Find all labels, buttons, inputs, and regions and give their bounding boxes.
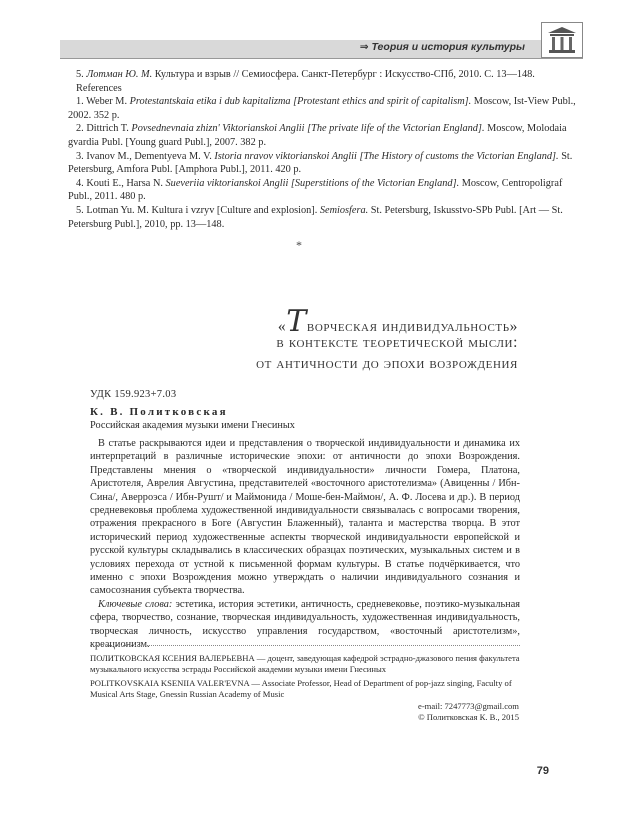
keywords-text: эстетика, история эстетики, античность, средневековье, поэтико-музыкальная сфера, творчество, сознание, творческая индивидуальность, художественная индивидуальность, творческая личность, искусство управления государством, «восточный аристотелизм», креационизм. [90, 598, 520, 651]
author-info [90, 653, 530, 699]
reference-title: Povsednevnaia zhizn' Viktorianskoi Anglii [The private life of the Victorian England]. [131, 123, 485, 135]
author-email: e-mail: 7247773@gmail.com [418, 701, 519, 711]
keywords [90, 598, 520, 652]
reference-title: Sueveriia viktorianskoi Anglii [Superstitions of the Victorian England]. [165, 177, 460, 189]
copyright: © Политковская К. В., 2015 [418, 711, 519, 722]
reference-author: Lotman Yu. M. [86, 204, 149, 216]
page-number: 79 [536, 765, 549, 777]
reference-ru-item [68, 68, 583, 82]
reference-title: Kultura i vzryv [Culture and explosion]. [151, 204, 318, 216]
article-title-line-3: от античности до эпохи возрождения [256, 355, 518, 372]
reference-publisher: Moscow, Molodaia gvardia Publ. [Young guard Publ.], 2007. 382 p. [68, 123, 567, 148]
title-quote: « [277, 318, 287, 335]
reference-publisher: Moscow, Centropoligraf Publ., 2011. 480 p. [68, 177, 563, 203]
reference-author: Dittrich T. [86, 123, 129, 135]
reference-title: Protestantskaia etika i dub kapitalizma [Protestant ethics and spirit of capitalism]. [129, 96, 472, 108]
running-header-title: ⇒ Теория и история культуры [359, 41, 525, 53]
title-initial: Т [286, 304, 307, 339]
reference-number: 5. [76, 204, 84, 216]
reference-number: 2. [76, 123, 84, 135]
reference-author: Ivanov M., Dementyeva M. V. [86, 150, 212, 162]
dotted-divider [90, 645, 520, 646]
author-contact [418, 701, 519, 722]
udk-code: УДК 159.923+7.03 [90, 389, 177, 400]
reference-number: 3. [76, 150, 84, 162]
reference-item [68, 150, 583, 177]
header-rule [60, 58, 583, 59]
references-heading: References [76, 82, 122, 94]
reference-item [68, 122, 583, 149]
reference-title: Istoria nravov viktorianskoi Anglii [The History of customs the Victorian England]. [214, 150, 559, 162]
reference-number: 5. [76, 69, 84, 80]
author-info-ru: ПОЛИТКОВСКАЯ КСЕНИЯ ВАЛЕРЬЕВНА — доцент, заведующая кафедрой эстрадно-джазового пения факультета музыкального искусства эстрады Российской академии музыки имени Гнесиных [90, 653, 520, 674]
article-title-line-2: в контексте теоретической мысли: [276, 334, 518, 351]
reference-author: Лотман Ю. М. [86, 69, 153, 80]
reference-item [68, 204, 583, 231]
reference-pages: С. 13—148. [484, 69, 535, 80]
reference-number: 4. [76, 177, 84, 189]
reference-publisher: Moscow, Ist-View Publ., 2002. 352 p. [68, 96, 576, 121]
reference-publisher: St. Petersburg, Amfora Publ. [Amphora Publ.], 2011. 420 p. [68, 150, 573, 176]
reference-author: Kouti E., Harsa N. [86, 177, 163, 189]
keywords-label: Ключевые слова: [98, 598, 173, 610]
reference-text: Культура и взрыв // Семиосфера. Санкт-Петербург : Искусство-СПб, 2010. [154, 69, 482, 80]
author-affiliation: Российская академия музыки имени Гнесиных [90, 420, 295, 431]
reference-number: 1. [76, 96, 84, 108]
references-section [68, 68, 583, 231]
reference-publisher: St. Petersburg, Iskusstvo-SPb Publ. [Art — St. Petersburg Publ.], 2010, pp. 13—148. [68, 204, 563, 230]
section-separator: * [296, 238, 302, 252]
abstract [90, 437, 520, 652]
reference-item [68, 177, 583, 204]
journal-logo-icon [541, 22, 583, 58]
author-info-en: POLITKOVSKAIA KSENIIA VALER'EVNA — Associate Professor, Head of Department of pop-jazz singing, Faculty of Musical Arts Stage, Gnessin Russian Academy of Music [90, 678, 512, 699]
reference-author: Weber M. [86, 96, 128, 108]
article-title-line-1 [60, 304, 518, 339]
abstract-text: В статье раскрываются идеи и представления о творческой индивидуальности и динамика их интерпретаций в различные исторические эпохи: от античности до эпохи Возрождения. Представлены мнения о «творческой индивидуальности» личности Гомера, Платона, Аристотеля, Аврелия Августина, представителей «восточного аристотелизма» (Авиценны / Ибн-Сина/, Аверроэса / Ибн-Рушт/ и Маймонида / Моше-бен-Маймон/, А. Ф. Лосева и др.). В период средневековья проблема художественной индивидуальности связывалась с вопросами творения, отражения прекрасного в Боге (Августин Блаженный), таланта и мастерства творца. В этот исторический период художественные аспекты творческой индивидуальности европейской и русской культуры складывались в классических образцах поэтических, музыкальных систем и в условиях перехода от устной к письменной формам культуры. В статье подчёркивается, что именно с эпохи Возрождения можно утверждать о наличии индивидуального сознания и самосознания субъекта творчества. [90, 438, 520, 597]
reference-journal: Semiosfera. [319, 204, 369, 216]
author-name: К. В. Политковская [90, 406, 228, 418]
title-line-1-text: ворческая индивидуальность» [306, 318, 518, 335]
reference-item [68, 95, 583, 122]
